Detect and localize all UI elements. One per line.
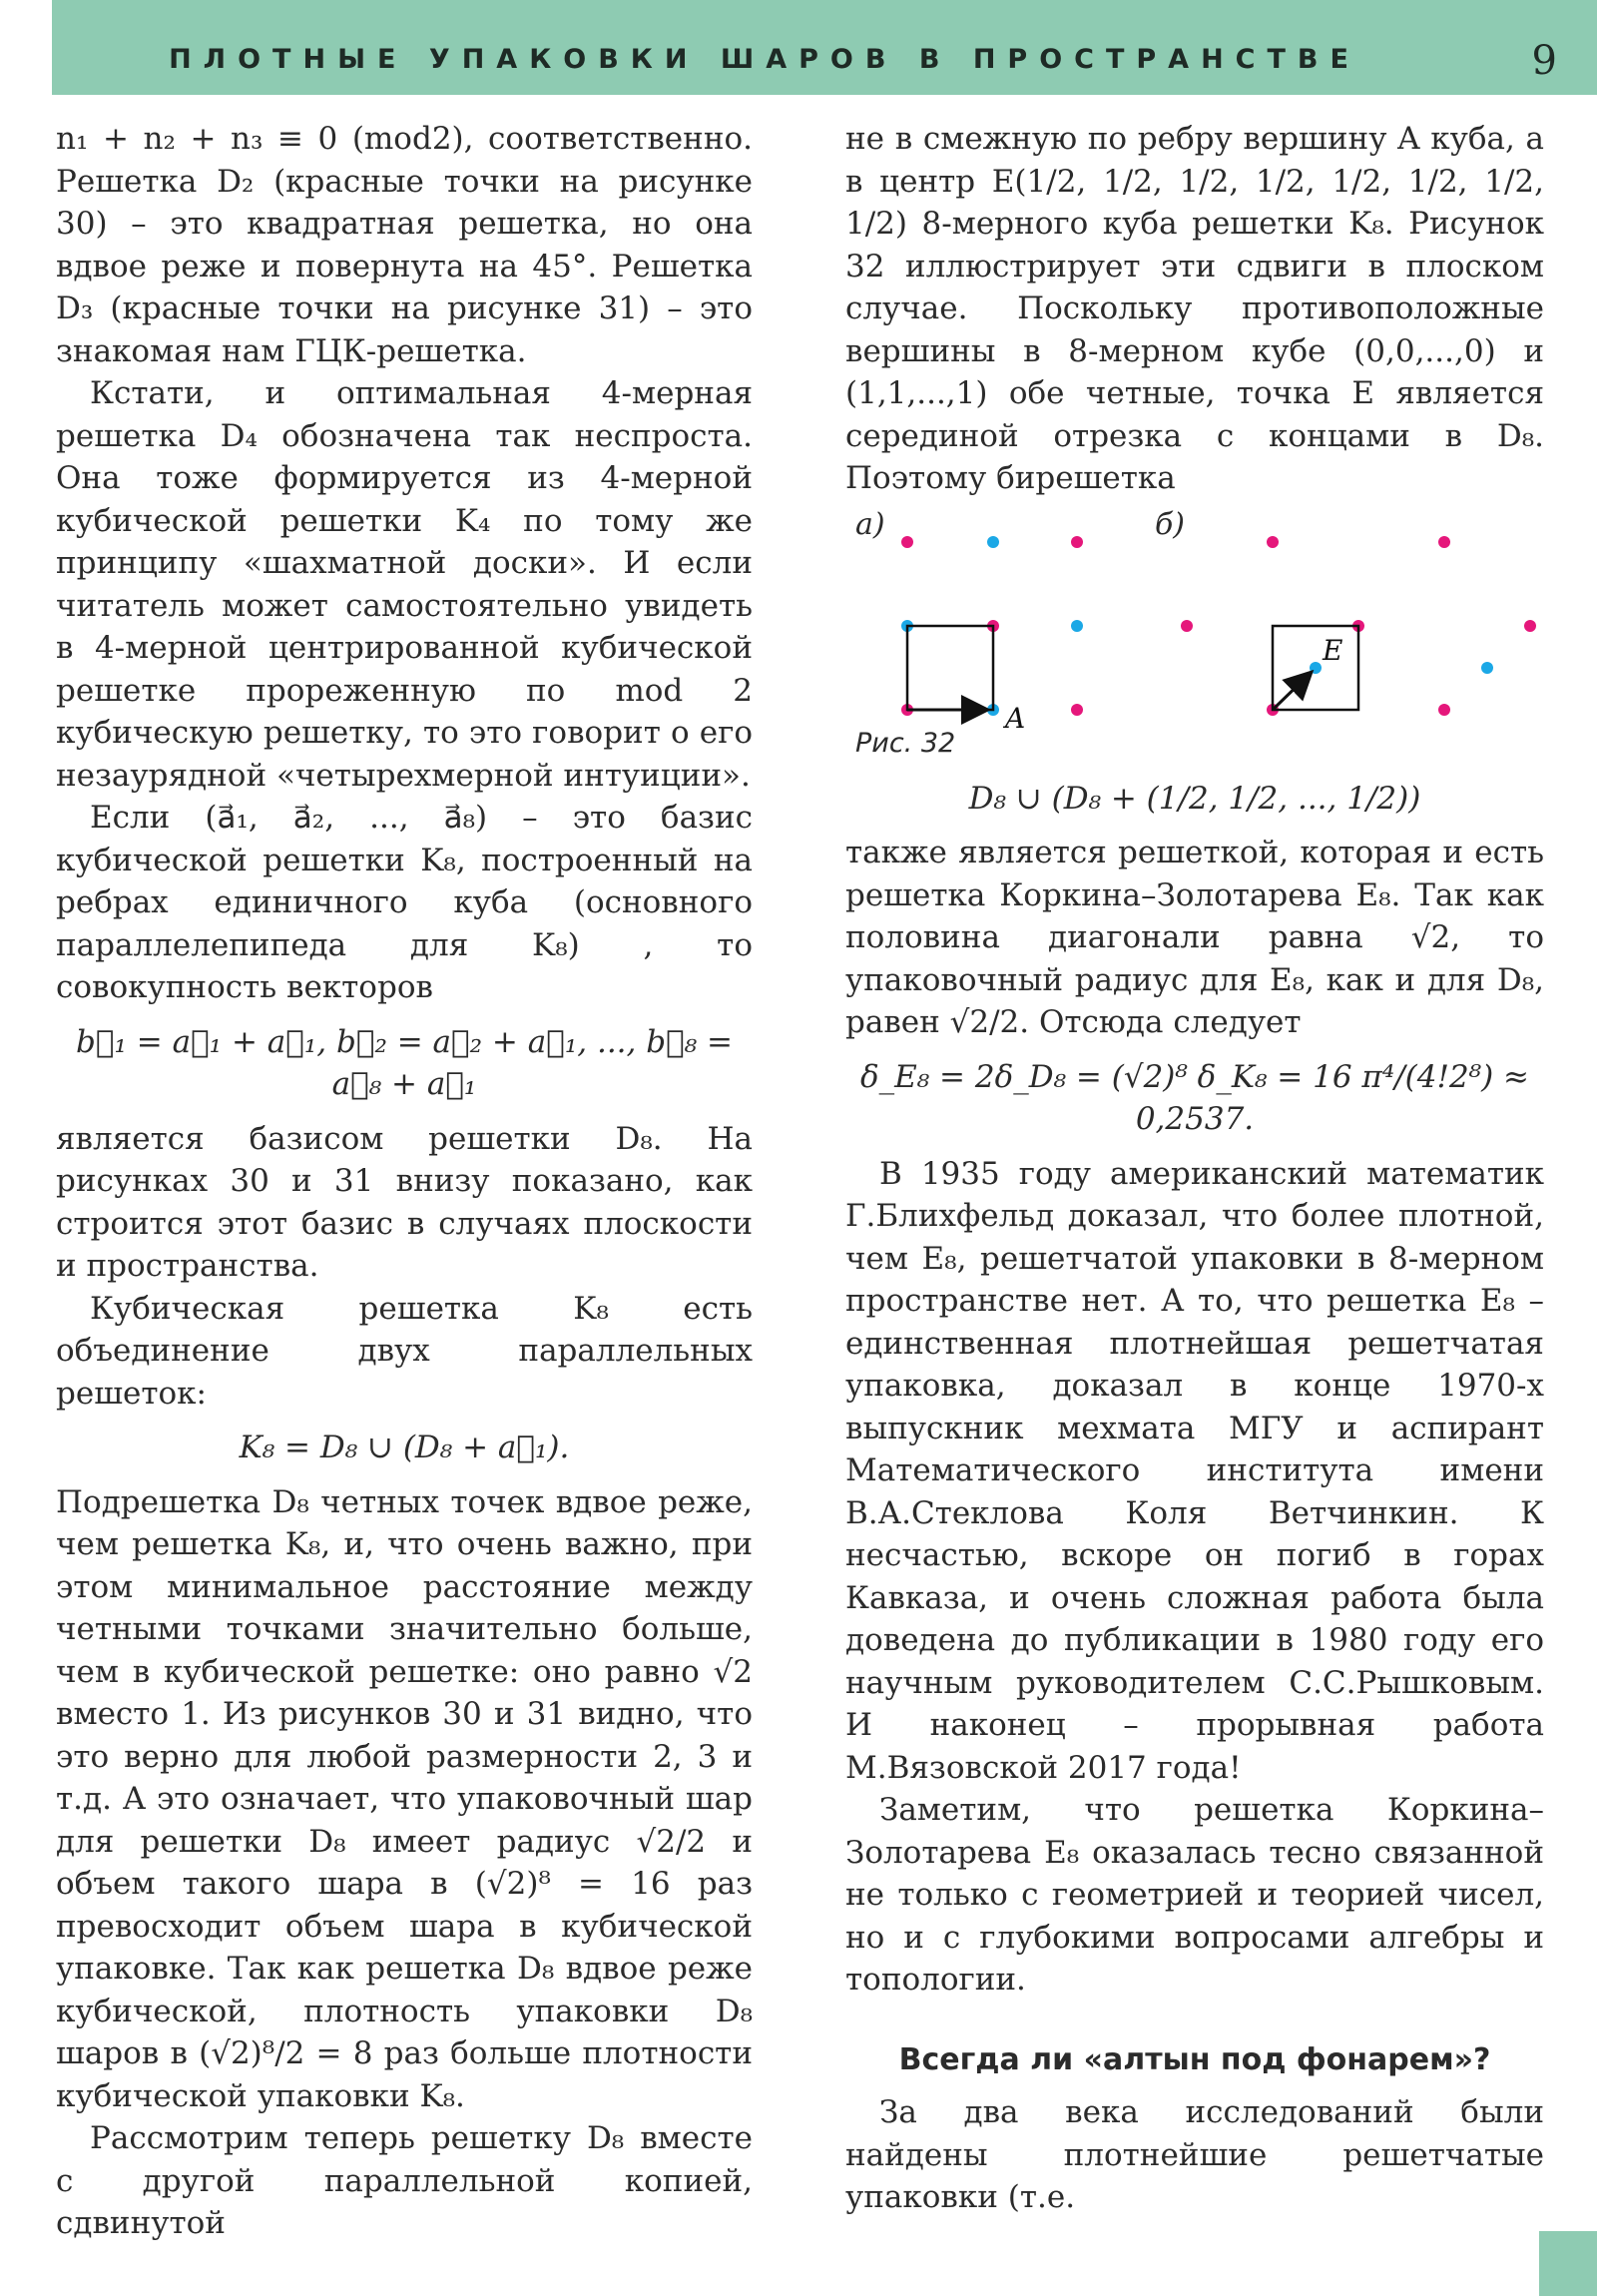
- paragraph: Заметим, что решетка Коркина–Золотарева E₈ оказалась тесно связанной не только с геометрией и теорией чисел, но и с глубокими вопросами алгебры и топологии.: [845, 1792, 1544, 1998]
- even-point: [1438, 536, 1450, 548]
- right-column: [845, 118, 1544, 2219]
- paragraph: Рассмотрим теперь решетку D₈ вместе с другой параллельной копией, сдвинутой: [56, 2120, 753, 2241]
- paragraph: n₁ + n₂ + n₃ ≡ 0 (mod2), соответственно. Решетка D₂ (красные точки на рисунке 30) – это квадратная решетка, но она вдвое реже и повернута на 45°. Решетка D₃ (красные точки на рисунке 31) – это знакомая нам ГЦК-решетка.: [56, 121, 753, 369]
- odd-point: [1481, 662, 1493, 674]
- paragraph: Если (a⃗₁, a⃗₂, ..., a⃗₈) – это базис кубической решетки K₈, построенный на ребрах единичного куба (основного параллелепипеда для K₈) , то совокупность векторов: [56, 800, 753, 1005]
- paragraph: Кубическая решетка K₈ есть объединение двух параллельных решеток:: [56, 1290, 753, 1412]
- left-column: [56, 118, 753, 2245]
- paragraph: также является решеткой, которая и есть решетка Коркина–Золотарева E₈. Так как половина диагонали равна √2, то упаковочный радиус для E₈, как и для D₈, равен √2/2. Отсюда следует: [845, 835, 1544, 1040]
- figure-label-b: б): [1155, 506, 1186, 542]
- point-label-e: E: [1323, 633, 1343, 667]
- running-title: ПЛОТНЫЕ УПАКОВКИ ШАРОВ В ПРОСТРАНСТВЕ: [169, 44, 1360, 75]
- unit-square-a: [907, 626, 993, 710]
- paragraph: Подрешетка D₈ четных точек вдвое реже, чем решетка K₈, и, что очень важно, при этом минимальное расстояние между четными точками значительно больше, чем в кубической решетке: оно равно √2 вместо 1. Из рисунков 30 и 31 видно, что это верно для любой размерности 2, 3 и т.д. А это означает, что упаковочный шар для решетки D₈ имеет радиус √2/2 и объем такого шара в (√2)⁸ = 16 раз превосходит объем шара в кубической упаковке. Так как решетка D₈ вдвое реже кубической, плотность упаковки D₈ шаров в (√2)⁸/2 = 8 раз больше плотности кубической упаковки K₈.: [56, 1483, 753, 2114]
- formula-union: K₈ = D₈ ∪ (D₈ + a⃗₁).: [239, 1430, 570, 1465]
- even-point: [1071, 536, 1083, 548]
- formula-density: δ_E₈ = 2δ_D₈ = (√2)⁸ δ_K₈ = 16 π⁴/(4!2⁸) ≈ 0,2537.: [859, 1058, 1530, 1137]
- even-point: [1524, 620, 1536, 632]
- page-header: [52, 0, 1597, 95]
- odd-point: [987, 536, 999, 548]
- paragraph: Кстати, и оптимальная 4-мерная решетка D₄ обозначена так неспроста. Она тоже формируется из 4-мерной кубической решетки K₄ по тому же принципу «шахматной доски». И если читатель может самостоятельно увидеть в 4-мерной центрированной кубической решетке прореженную по mod 2 кубическую решетку, то это говорит о его незаурядной «четырехмерной интуиции».: [56, 375, 753, 794]
- even-point: [1267, 536, 1279, 548]
- paragraph: не в смежную по ребру вершину A куба, а в центр E(1/2, 1/2, 1/2, 1/2, 1/2, 1/2, 1/2, 1/2) 8-мерного куба решетки K₈. Рисунок 32 иллюстрирует эти сдвиги в плоском случае. Поскольку противоположные вершины в 8-мерном кубе (0,0,...,0) и (1,1,...,1) обе четные, точка E является серединой отрезка с концами в D₈. Поэтому бирешетка: [845, 121, 1544, 496]
- figure-caption: Рис. 32: [855, 728, 956, 759]
- figure-label-a: а): [855, 506, 885, 542]
- paragraph: За два века исследований были найдены плотнейшие решетчатые упаковки (т.е.: [845, 2094, 1544, 2215]
- even-point: [901, 536, 913, 548]
- even-point: [1071, 704, 1083, 716]
- even-point: [1438, 704, 1450, 716]
- figure-32: [845, 504, 1544, 766]
- paragraph: В 1935 году американский математик Г.Блихфельд доказал, что более плотной, чем E₈, решетчатой упаковки в 8-мерном пространстве нет. А то, что решетка E₈ – единственная плотнейшая решетчатая упаковка, доказал в конце 1970-х выпускник мехмата МГУ и аспирант Математического института имени В.А.Стеклова Коля Ветчинкин. К несчастью, вскоре он погиб в горах Кавказа, и очень сложная работа была доведена до публикации в 1980 году его научным руководителем С.С.Рышковым. И наконец – прорывная работа М.Вязовской 2017 года!: [845, 1155, 1544, 1786]
- paragraph: является базисом решетки D₈. На рисунках 30 и 31 внизу показано, как строится этот базис в случаях плоскости и пространства.: [56, 1120, 753, 1284]
- odd-point: [1310, 662, 1322, 674]
- formula-basis: b⃗₁ = a⃗₁ + a⃗₁, b⃗₂ = a⃗₂ + a⃗₁, ..., b⃗₈ = a⃗₈ + a⃗₁: [76, 1023, 733, 1102]
- odd-point: [1071, 620, 1083, 632]
- formula-bilattice: D₈ ∪ (D₈ + (1/2, 1/2, ..., 1/2)): [968, 780, 1421, 817]
- page-number: 9: [1531, 38, 1557, 84]
- even-point: [1181, 620, 1193, 632]
- section-heading: Всегда ли «алтын под фонарем»?: [898, 2041, 1491, 2077]
- point-label-a: A: [1005, 701, 1026, 735]
- shift-arrow-b: [1273, 674, 1310, 710]
- corner-decoration: [1539, 2231, 1597, 2296]
